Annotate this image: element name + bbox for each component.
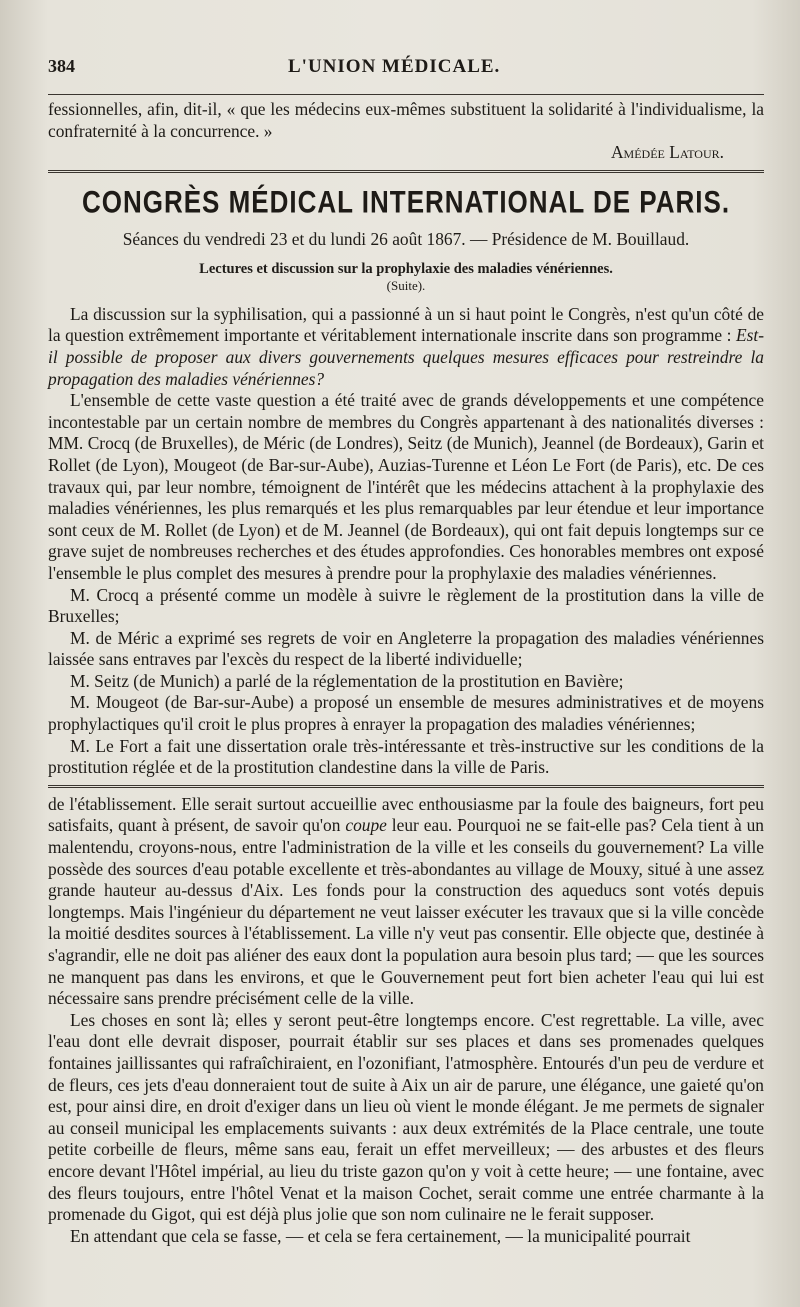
header-rule bbox=[48, 94, 764, 95]
running-title: L'UNION MÉDICALE. bbox=[288, 56, 501, 77]
body-paragraph: M. Seitz (de Munich) a parlé de la réglementation de la prostitution en Bavière; bbox=[70, 670, 624, 691]
page-header bbox=[48, 56, 764, 90]
author-signature: Amédée Latour. bbox=[611, 142, 724, 163]
body-paragraph: L'ensemble de cette vaste question a été traité avec de grands développements et une compétence incontestable par un certain nombre de membres du Congrès appartenant à des nationalités diverses : MM. Crocq (de Bruxelles), de Méric (de Londres), Seitz (de Munich), Jeannel (de Bordeaux), Garin et Rollet (de Lyon), Mougeot (de Bar-sur-Aube), Auzias-Turenne et Léon Le Fort (de Paris), etc. De ces travaux qui, par leur nombre, témoignent de l'intérêt que les médecins attachent à la prophylaxie des maladies vénériennes, les plus remarqués et les plus remarquables par leur étendue et leur importance sont ceux de M. Rollet (de Lyon) et de M. Jeannel (de Bordeaux), qui ont fait depuis longtemps sur ce grave sujet de nombreuses recherches et des études approfondies. Ces honorables membres ont exposé l'ensemble le plus complet des mesures à prendre pour la prophylaxie des maladies vénériennes. bbox=[48, 390, 764, 583]
session-line: Séances du vendredi 23 et du lundi 26 août 1867. — Présidence de M. Bouillaud. bbox=[122, 228, 690, 249]
page-number: 384 bbox=[48, 56, 75, 76]
body-paragraph: M. Mougeot (de Bar-sur-Aube) a proposé un ensemble de mesures administratives et de moyens prophylactiques qu'il croit le plus propres à enrayer la propagation des maladies vénériennes; bbox=[48, 692, 764, 735]
feuilleton-paragraph: Les choses en sont là; elles y seront peut-être longtemps encore. C'est regrettable. La ville, avec l'eau dont elle devrait disposer, pourrait établir sur ses places et dans ses promenades quelques fontaines jaillissantes qui rafraîchiraient, en l'ozonifiant, l'atmosphère. Entourés d'un peu de verdure et de fleurs, ces jets d'eau donneraient tout de suite à Aix un air de parure, une élégance, une gaieté qu'on est, pour ainsi dire, en droit d'exiger dans un lieu où vient le monde élégant. Je me permets de signaler au conseil municipal les emplacements suivants : aux deux extrémités de la Place centrale, une toute petite corbeille de fleurs, même sans eau, ferait un effet merveilleux; — des arbustes et des fleurs encore devant l'Hôtel impérial, au lieu du triste gazon qu'on y voit à cette heure; — une fontaine, avec des fleurs toujours, entre l'hôtel Venat et la maison Cochet, serait comme une entrée charmante à la promenade du Gigot, qui est déjà plus jolie que son nom culinaire ne le ferait supposer. bbox=[48, 1009, 764, 1225]
previous-article-closing: fessionnelles, afin, dit-il, « que les médecins eux-mêmes substituent la solidarité à l'individualisme, la confraternité à la concurrence. » bbox=[48, 99, 764, 141]
feuilleton-paragraph: de l'établissement. Elle serait surtout accueillie avec enthousiasme par la foule des baigneurs, fort peu satisfaits, quant à présent, de savoir qu'on coupe leur eau. Pourquoi ne se fait-elle pas? Cela tient à un malentendu, croyons-nous, entre l'administration de la ville et les conseils du gouvernement? La ville possède des sources d'eau potable excellente et très-abondantes au village de Mouxy, situé à une assez grande hauteur au-dessus d'Aix. Les fonds pour la construction des aqueducs sont votés depuis longtemps. Mais l'ingénieur du département ne veut laisser exécuter les travaux que si la ville concède la moitié desdites sources à l'établissement. La ville n'y veut pas consentir. Elle objecte que, destinée à s'agrandir, elle ne doit pas aliéner des eaux dont la population aura besoin plus tard; — que les sources ne manquent pas dans les environs, et que le Gouvernement peut fort bien acheter l'eau qui lui est nécessaire sans prendre précisément celle de la ville. bbox=[48, 793, 764, 1009]
feuilleton-paragraph: En attendant que cela se fasse, — et cela se fera certainement, — la municipalité pourrait bbox=[70, 1225, 691, 1246]
section-title: Lectures et discussion sur la prophylaxie des maladies vénériennes. bbox=[199, 260, 613, 277]
section-divider bbox=[48, 170, 764, 173]
feuilleton-divider bbox=[48, 785, 764, 788]
program-question: Est-il possible de proposer aux divers gouvernements quelques mesures efficaces pour restreindre la propagation des maladies vénériennes? bbox=[48, 325, 764, 389]
body-paragraph: M. Crocq a présenté comme un modèle à suivre le règlement de la prostitution dans la ville de Bruxelles; bbox=[48, 584, 764, 627]
body-paragraph: M. de Méric a exprimé ses regrets de voir en Angleterre la propagation des maladies vénériennes laissée sans entraves par l'excès du respect de la liberté individuelle; bbox=[48, 627, 764, 670]
body-paragraph: La discussion sur la syphilisation, qui a passionné à un si haut point le Congrès, n'est qu'un côté de la question extrêmement importante et véritablement internationale inscrite dans son programme : Est-il possible de proposer aux divers gouvernements quelques mesures efficaces pour restreindre la propagation des maladies vénériennes? bbox=[48, 303, 764, 389]
body-paragraph: M. Le Fort a fait une dissertation orale très-intéressante et très-instructive sur les conditions de la prostitution réglée et de la prostitution clandestine dans la ville de Paris. bbox=[48, 735, 764, 778]
section-subtitle: (Suite). bbox=[386, 277, 426, 293]
article-title: CONGRÈS MÉDICAL INTERNATIONAL DE PARIS. bbox=[81, 183, 731, 220]
